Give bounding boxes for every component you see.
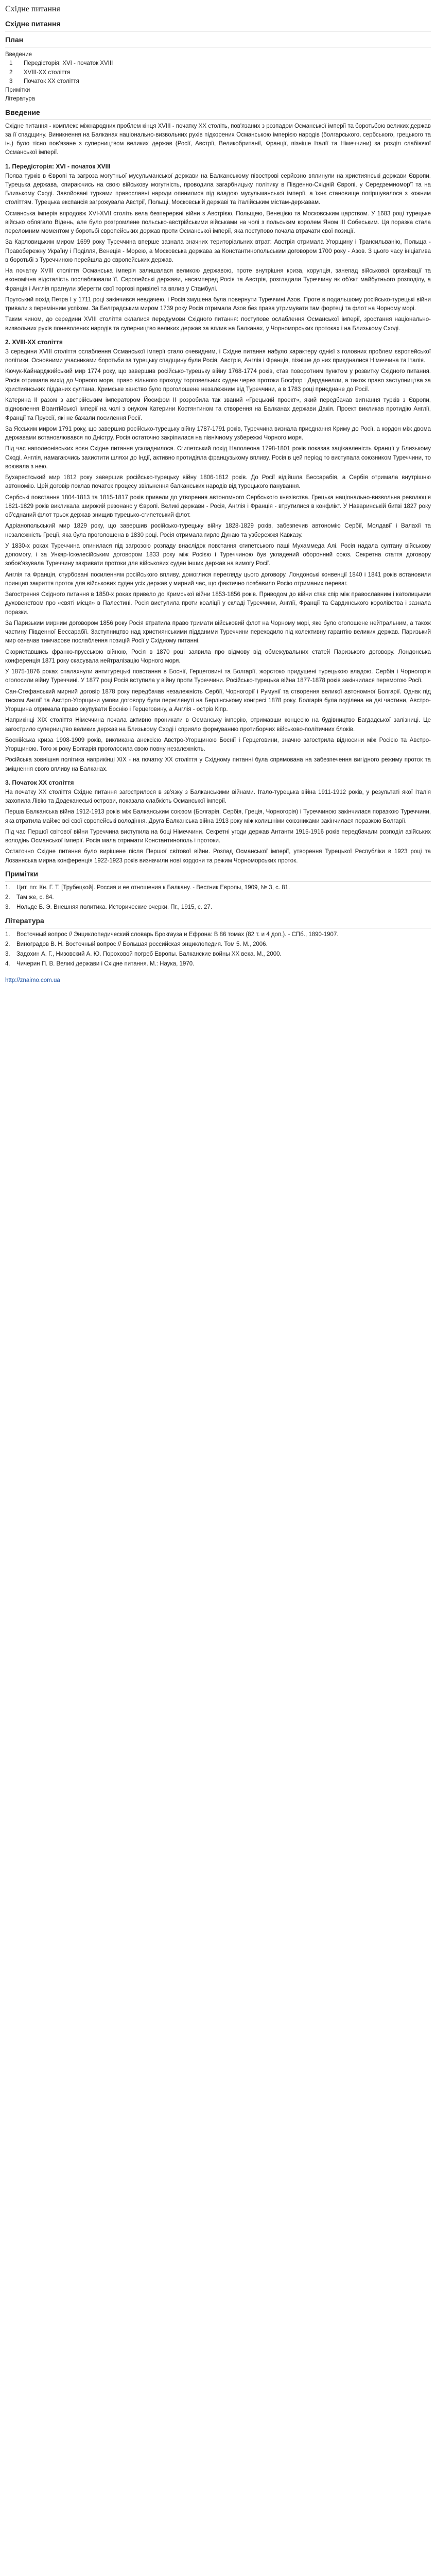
literature-item (5, 930, 431, 939)
window-title: Східне питання (5, 5, 60, 13)
notes-heading: Примітки (5, 869, 431, 882)
literature-item-text: Виноградов В. Н. Восточный вопрос // Большая российская энциклопедия. Том 5. М., 2006. (16, 941, 268, 947)
note-item (5, 884, 431, 892)
literature-item-text: Восточный вопрос // Энциклопедический словарь Брокгауза и Ефрона: В 86 томах (82 т. и 4 доп.). - СПб., 1890-1907. (16, 931, 339, 938)
note-item-text: Нольде Б. Э. Внешняя политика. Исторические очерки. Пг., 1915, с. 27. (16, 904, 213, 911)
literature-item (5, 960, 431, 969)
paragraph: Прутський похід Петра I у 1711 році закінчився невдачею, і Росія змушена була повернути Туреччині Азов. Проте в подальшому російсько-турецькі війни тривали з перемінним успіхом. За Белградським миром 1739 року Росія отримала Азов без права утримувати там фортеці та флот на Чорному морі. (5, 296, 431, 312)
literature-item (5, 940, 431, 949)
literature-item-number: 1. (5, 931, 10, 938)
paragraph: Остаточно Східне питання було вирішене після Першої світової війни. Розпад Османської імперії, утворення Турецької Республіки в 1923 році та Лозаннська мирна конференція 1922-1923 років визначили нові кордони та режим Чорноморських проток. (5, 849, 431, 864)
toc-item[interactable] (5, 69, 431, 77)
paragraph: Англія та Франція, стурбовані посиленням російського впливу, домоглися перегляду цього договору. Лондонські конвенції 1840 і 1841 років встановили принцип закриття проток для військових суден усіх держав у мирний час, що фактично позбавило Росію отриманих переваг. (5, 571, 431, 587)
note-item-number: 2. (5, 894, 10, 901)
paragraph: Наприкінці XIX століття Німеччина почала активно проникати в Османську імперію, отримавши концесію на будівництво Багдадської залізниці. Це загострило суперництво великих держав на Близькому Сході і сприяло формуванню протиборчих військово-політичних блоків. (5, 717, 431, 733)
paragraph: Катерина II разом з австрійським імператором Йосифом II розробила так званий «Грецький проект», який передбачав вигнання турків з Європи, відновлення Візантійської імперії на чолі з онуком Катерини Костянтином та створення на Балканах держави Дакія. Проект викликав протидію Англії, Франції та Пруссії, які не бажали посилення Росії. (5, 397, 431, 421)
paragraph: Адріанопольський мир 1829 року, що завершив російсько-турецьку війну 1828-1829 років, забезпечив автономію Сербії, Молдавії і Валахії та незалежність Греції, яка була проголошена в 1830 році. Росія отримала гирло Дунаю та узбережжя Кавказу. (5, 523, 431, 538)
toc-item-label: Передісторія: XVI - початок XVIII (24, 60, 113, 67)
note-item-number: 1. (5, 884, 10, 891)
toc-item-label: Початок XX століття (24, 78, 79, 84)
literature-item-text: Чичерин П. В. Великі держави і Східне питання. М.: Наука, 1970. (16, 961, 195, 968)
toc-item-label: XVIII-XX століття (24, 69, 71, 76)
literature-heading: Література (5, 916, 431, 928)
paragraph: Сан-Стефанський мирний договір 1878 року передбачав незалежність Сербії, Чорногорії і Румунії та створення великої автономної Болгарії. Однак під тиском Англії та Австро-Угорщини умови договору були переглянуті на Берлінському конгресі 1878 року. Болгарія була поділена на дві частини, Австро-Угорщина отримала право окупувати Боснію і Герцеговину, а Англія - острів Кіпр. (5, 688, 431, 713)
toc-item-number: 1 (9, 60, 13, 67)
toc-item[interactable] (5, 77, 431, 86)
paragraph: Загострення Східного питання в 1850-х роках привело до Кримської війни 1853-1856 років. Приводом до війни став спір між православним і католицьким духовенством про «святі місця» в Палестині. Росія виступила проти коаліції у складі Туреччини, Англії, Франції та Сардинського королівства і зазнала поразки. (5, 591, 431, 616)
literature-item (5, 950, 431, 959)
paragraph: Сербські повстання 1804-1813 та 1815-1817 років привели до утворення автономного Сербського князівства. Грецька національно-визвольна революція 1821-1829 років викликала широкий резонанс у Європі. Великі держави - Росія, Англія і Франція - втрутилися в конфлікт. У Наваринській битві 1827 року об'єднаний флот трьох держав знищив турецько-єгипетський флот. (5, 494, 431, 518)
toc-intro-link[interactable]: Введение (5, 52, 32, 58)
document-title: Східне питання (5, 19, 431, 31)
page (0, 0, 436, 1001)
literature-list (5, 930, 431, 969)
paragraph: З середини XVIII століття ослаблення Османської імперії стало очевидним, і Східне питання набуло характеру однієї з головних проблем європейської політики. Основними учасниками боротьби за турецьку спадщину були Росія, Австрія, Англія і Франція, пізніше до них приєдналися Німеччина та Італія. (5, 348, 431, 364)
paragraph: За Паризьким мирним договором 1856 року Росія втратила право тримати військовий флот на Чорному морі, яке було оголошене нейтральним, а також частину Південної Бессарабії. Заступництво над християнськими підданими Туреччини переходило під колективну гарантію великих держав. Паризький мир означав тимчасове послаблення позицій Росії у Східному питанні. (5, 620, 431, 645)
paragraph: Російська зовнішня політика наприкінці XIX - на початку XX століття у Східному питанні була спрямована на забезпечення вигідного режиму проток та зміцнення свого впливу на Балканах. (5, 757, 431, 772)
toc-heading: План (5, 35, 431, 47)
section1-heading: 1. Передісторія: XVI - початок XVIII (5, 162, 111, 170)
toc-literature-link[interactable]: Література (5, 96, 35, 103)
paragraph: Османська імперія впродовж XVI-XVII століть вела безперервні війни з Австрією, Польщею, Венецією та Московським царством. У 1683 році турецьке військо облягало Відень, але було розгромлене польсько-австрійськими військами на чолі з польським королем Яном III Собеським. Ця поразка стала переломним моментом у боротьбі європейських держав проти Османської імперії, яка поступово почала втрачати свої позиції. (5, 210, 431, 234)
note-item-text: Там же, с. 84. (16, 894, 54, 901)
intro-heading: Введение (5, 107, 431, 120)
paragraph: Таким чином, до середини XVIII століття склалися передумови Східного питання: поступове ослаблення Османської імперії, зростання національно-визвольних рухів поневолених народів та суперництво великих держав за вплив на Балканах, у Чорноморських протоках і на Близькому Сході. (5, 316, 431, 332)
paragraph: Перша Балканська війна 1912-1913 років між Балканським союзом (Болгарія, Сербія, Греція, Чорногорія) і Туреччиною закінчилася поразкою Туреччини, яка втратила майже всі свої європейські володіння. Друга Балканська війна 1913 року між колишніми союзниками закінчилася поразкою Болгарії. (5, 809, 431, 824)
literature-item-number: 2. (5, 941, 10, 947)
toc-item-number: 2 (9, 69, 13, 76)
section1-body (5, 172, 431, 333)
paragraph: У 1875-1876 роках спалахнули антитурецькі повстання в Боснії, Герцеговині та Болгарії, жорстоко придушені турецькою владою. Сербія і Чорногорія оголосили війну Туреччині. У 1877 році Росія вступила у війну проти Туреччини. Російсько-турецька війна 1877-1878 років закінчилася перемогою Росії. (5, 669, 431, 684)
toc-notes-link[interactable]: Примітки (5, 87, 30, 93)
section3-heading: 3. Початок XX століття (5, 778, 74, 786)
section3-body (5, 788, 431, 866)
paragraph: Під час наполеонівських воєн Східне питання ускладнилося. Єгипетський похід Наполеона 1798-1801 років показав зацікавленість Франції у Близькому Сході. Англія, намагаючись захистити шляхи до Індії, активно протидіяла французькому впливу. Росія в цей період то виступала союзником Туреччини, то воювала з нею. (5, 446, 431, 470)
note-item (5, 893, 431, 902)
section2-body (5, 348, 431, 774)
paragraph: Східне питання - комплекс міжнародних проблем кінця XVIII - початку XX століть, пов'язаних з розпадом Османської імперії та боротьбою великих держав за її спадщину. Виникнення на Балканах національно-визвольних рухів підкорених Османською імперією народів (болгарського, сербського, грецького та ін.) було тісно пов'язане з суперництвом великих держав (Росії, Австрії, Великобританії, Франції, пізніше Італії та Німеччини) за розділ слабіючої Османської імперії. (5, 123, 431, 156)
paragraph: Бухарестський мир 1812 року завершив російсько-турецьку війну 1806-1812 років. До Росії відійшла Бессарабія, а Сербія отримала внутрішню автономію. Цей договір поклав початок процесу звільнення балканських народів від турецького панування. (5, 474, 431, 490)
literature-item-number: 3. (5, 951, 10, 957)
note-item (5, 903, 431, 912)
literature-item-number: 4. (5, 961, 10, 968)
table-of-contents (5, 35, 431, 104)
paragraph: За Карловицьким миром 1699 року Туреччина вперше зазнала значних територіальних втрат: Австрія отримала Угорщину і Трансильванію, Польща - Правобережну Україну і Поділля, Венеція - Морею, а Московська держава за Константинопольським договором 1700 року - Азов. З цього часу ініціатива в боротьбі з Туреччиною перейшла до європейських держав. (5, 239, 431, 263)
paragraph: Під час Першої світової війни Туреччина виступила на боці Німеччини. Секретні угоди держав Антанти 1915-1916 років передбачали розподіл азійських володінь Османської імперії. Росія мала отримати Константинополь і протоки. (5, 828, 431, 844)
paragraph: За Ясським миром 1791 року, що завершив російсько-турецьку війну 1787-1791 років, Туреччина визнала приєднання Криму до Росії, а кордон між двома державами встановлювався по Дністру. Росія остаточно закріпилася на північному узбережжі Чорного моря. (5, 426, 431, 441)
source-line (5, 976, 431, 985)
literature-item-text: Задохин А. Г., Низовский А. Ю. Пороховой погреб Европы. Балканские войны XX века. М., 2000. (16, 951, 282, 957)
paragraph: Кючук-Кайнарджийський мир 1774 року, що завершив російсько-турецьку війну 1768-1774 років, став поворотним пунктом у розвитку Східного питання. Росія отримала вихід до Чорного моря, право вільного проходу торговельних суден через протоки Босфор і Дарданелли, а також право заступництва за християнських підданих султана. Кримське ханство було проголошене незалежним від Туреччини, а в 1783 році приєднане до Росії. (5, 368, 431, 393)
intro-body (5, 122, 431, 158)
paragraph: Скориставшись франко-прусською війною, Росія в 1870 році заявила про відмову від обмежувальних статей Паризького договору. Лондонська конференція 1871 року скасувала нейтралізацію Чорного моря. (5, 649, 431, 664)
paragraph: На початку XX століття Східне питання загострилося в зв'язку з Балканськими війнами. Італо-турецька війна 1911-1912 років, у результаті якої Італія захопила Лівію та Додеканеські острови, показала слабкість Османської імперії. (5, 789, 431, 804)
paragraph: Боснійська криза 1908-1909 років, викликана анексією Австро-Угорщиною Боснії і Герцеговини, значно загострила відносини між Росією та Австро-Угорщиною. Того ж року Болгарія проголосила свою повну незалежність. (5, 737, 431, 752)
toc-items (5, 59, 431, 86)
paragraph: У 1830-х роках Туреччина опинилася під загрозою розпаду внаслідок повстання єгипетського паші Мухаммеда Алі. Росія надала султану військову допомогу, і за Ункяр-Іскелесійським договором 1833 року між Росією і Туреччиною був укладений оборонний союз. Секретна стаття договору зобов'язувала Туреччину закривати протоки для військових суден інших держав на вимогу Росії. (5, 543, 431, 567)
paragraph: Поява турків в Європі та загроза могутньої мусульманської держави на Балканському півострові серйозно вплинули на християнські держави Європи. Турецька держава, спираючись на свою військову могутність, проводила загарбницьку політику в Південно-Східній Європі, у Середземномор'ї та на Близькому Сході. Завойовані турками православні народи опинилися під владою мусульманської імперії, а їхнє становище погіршувалося з кожним століттям. Турецька експансія загрожувала Австрії, Польщі, Московській державі та італійським містам-державам. (5, 173, 431, 206)
note-item-text: Цит. по: Кн. Г. Т. [Трубецкой]. Россия и ее отношения к Балкану. - Вестник Европы, 1909, № 3, с. 81. (16, 884, 290, 891)
toc-item[interactable] (5, 59, 431, 68)
toc-item-number: 3 (9, 78, 13, 84)
notes-list (5, 884, 431, 912)
source-link[interactable]: http://znaimo.com.ua (5, 977, 60, 984)
section2-heading: 2. XVIII-XX століття (5, 338, 63, 346)
paragraph: На початку XVIII століття Османська імперія залишалася великою державою, проте внутрішня криза, корупція, занепад військової організації та економічна відсталість послаблювали її. Європейські держави, насамперед Росія та Австрія, розглядали Туреччину як об'єкт майбутнього розподілу, а Франція і Англія прагнули зберегти свої торгові привілеї та вплив у Стамбулі. (5, 268, 431, 292)
note-item-number: 3. (5, 904, 10, 911)
